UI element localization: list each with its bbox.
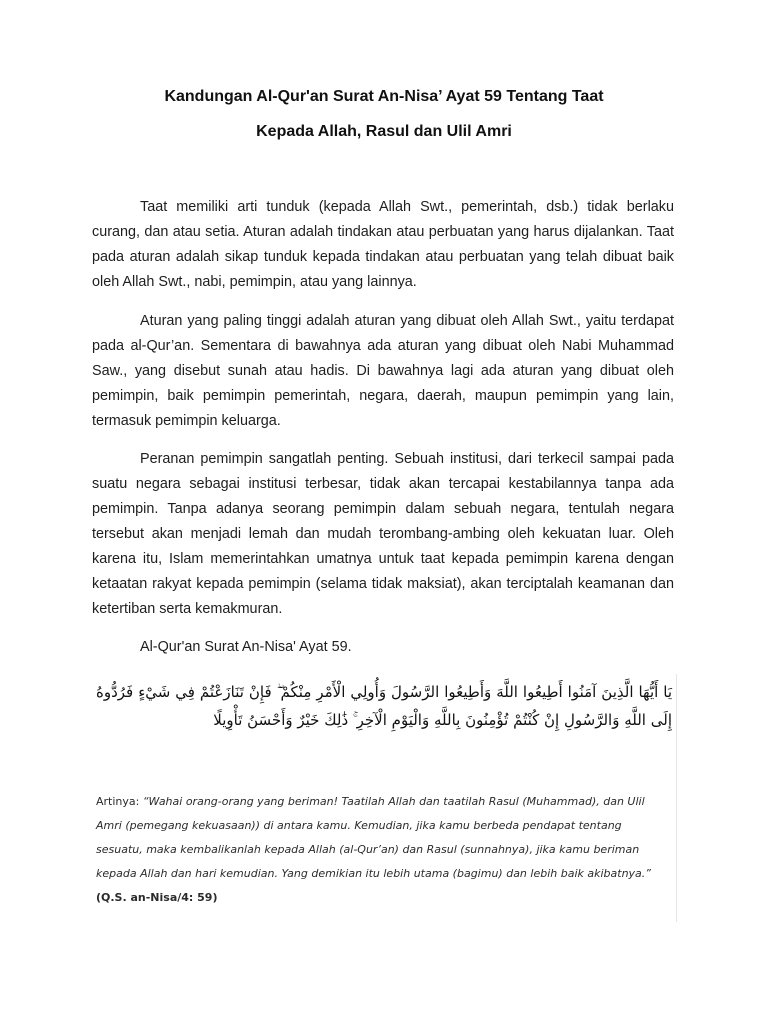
arabic-verse-text: يَا أَيُّهَا الَّذِينَ آمَنُوا أَطِيعُوا اللَّهَ وَأَطِيعُوا الرَّسُولَ وَأُولِي الْأَمْرِ مِنْكُمْ ۖ فَإِنْ تَنَازَعْتُمْ فِي شَيْءٍ فَرُدُّوهُ إِلَى اللَّهِ وَالرَّسُولِ إِنْ كُنْتُمْ تُؤْمِنُونَ بِاللَّهِ وَالْيَوْمِ الْآخِرِ ۚ ذَٰلِكَ خَيْرٌ وَأَحْسَنُ تَأْوِيلًا <box>96 683 672 729</box>
verse-image <box>92 674 677 922</box>
paragraph-verse-intro: Al-Qur'an Surat An-Nisa' Ayat 59. <box>140 639 352 655</box>
document-title-line-2: Kepada Allah, Rasul dan Ulil Amri <box>256 123 512 140</box>
translation-text: “Wahai orang-orang yang beriman! Taatilah Allah dan taatilah Rasul (Muhammad), dan Ulil Amri (pemegang kekuasaan)) di antara kamu. Kemudian, jika kamu berbeda pendapat tentang sesuatu, maka kembalikanlah kepada Allah (al-Qur’an) dan Rasul (sunnahnya), jika kamu beriman kepada Allah dan hari kemudian. Yang demikian itu lebih utama (bagimu) dan lebih baik akibatnya.” <box>96 795 651 880</box>
paragraph-peranan-pemimpin: Peranan pemimpin sangatlah penting. Sebuah institusi, dari terkecil sampai pada suatu negara sebagai institusi terbesar, tidak akan tercapai kestabilannya tanpa ada pemimpin. Tanpa adanya seorang pemimpin dalam sebuah negara, tentulah negara tersebut akan menjadi lemah dan mudah terombang-ambing oleh kekuatan luar. Oleh karena itu, Islam memerintahkan umatnya untuk taat kepada pemimpin karena dengan ketaatan rakyat kepada pemimpin (selama tidak maksiat), akan terciptalah keamanan dan ketertiban serta kemakmuran. <box>92 451 674 617</box>
verse-reference: (Q.S. an-Nisa/4: 59) <box>96 891 218 904</box>
translation-label: Artinya: <box>96 795 143 808</box>
verse-translation <box>96 790 668 910</box>
paragraph-taat-definition: Taat memiliki arti tunduk (kepada Allah Swt., pemerintah, dsb.) tidak berlaku curang, dan atau setia. Aturan adalah tindakan atau perbuatan yang harus dijalankan. Taat pada aturan adalah sikap tunduk kepada tindakan atau perbuatan yang telah dibuat baik oleh Allah Swt., nabi, pemimpin, atau yang lainnya. <box>92 199 674 290</box>
paragraph-aturan-hierarchy: Aturan yang paling tinggi adalah aturan yang dibuat oleh Allah Swt., yaitu terdapat pada al-Qur’an. Sementara di bawahnya ada aturan yang dibuat oleh Nabi Muhammad Saw., yang disebut sunah atau hadis. Di bawahnya lagi ada aturan yang dibuat oleh pemimpin, baik pemimpin pemerintah, negara, daerah, maupun pemimpin yang lain, termasuk pemimpin keluarga. <box>92 313 674 429</box>
document-title-line-1: Kandungan Al-Qur'an Surat An-Nisa’ Ayat 59 Tentang Taat <box>164 88 604 105</box>
